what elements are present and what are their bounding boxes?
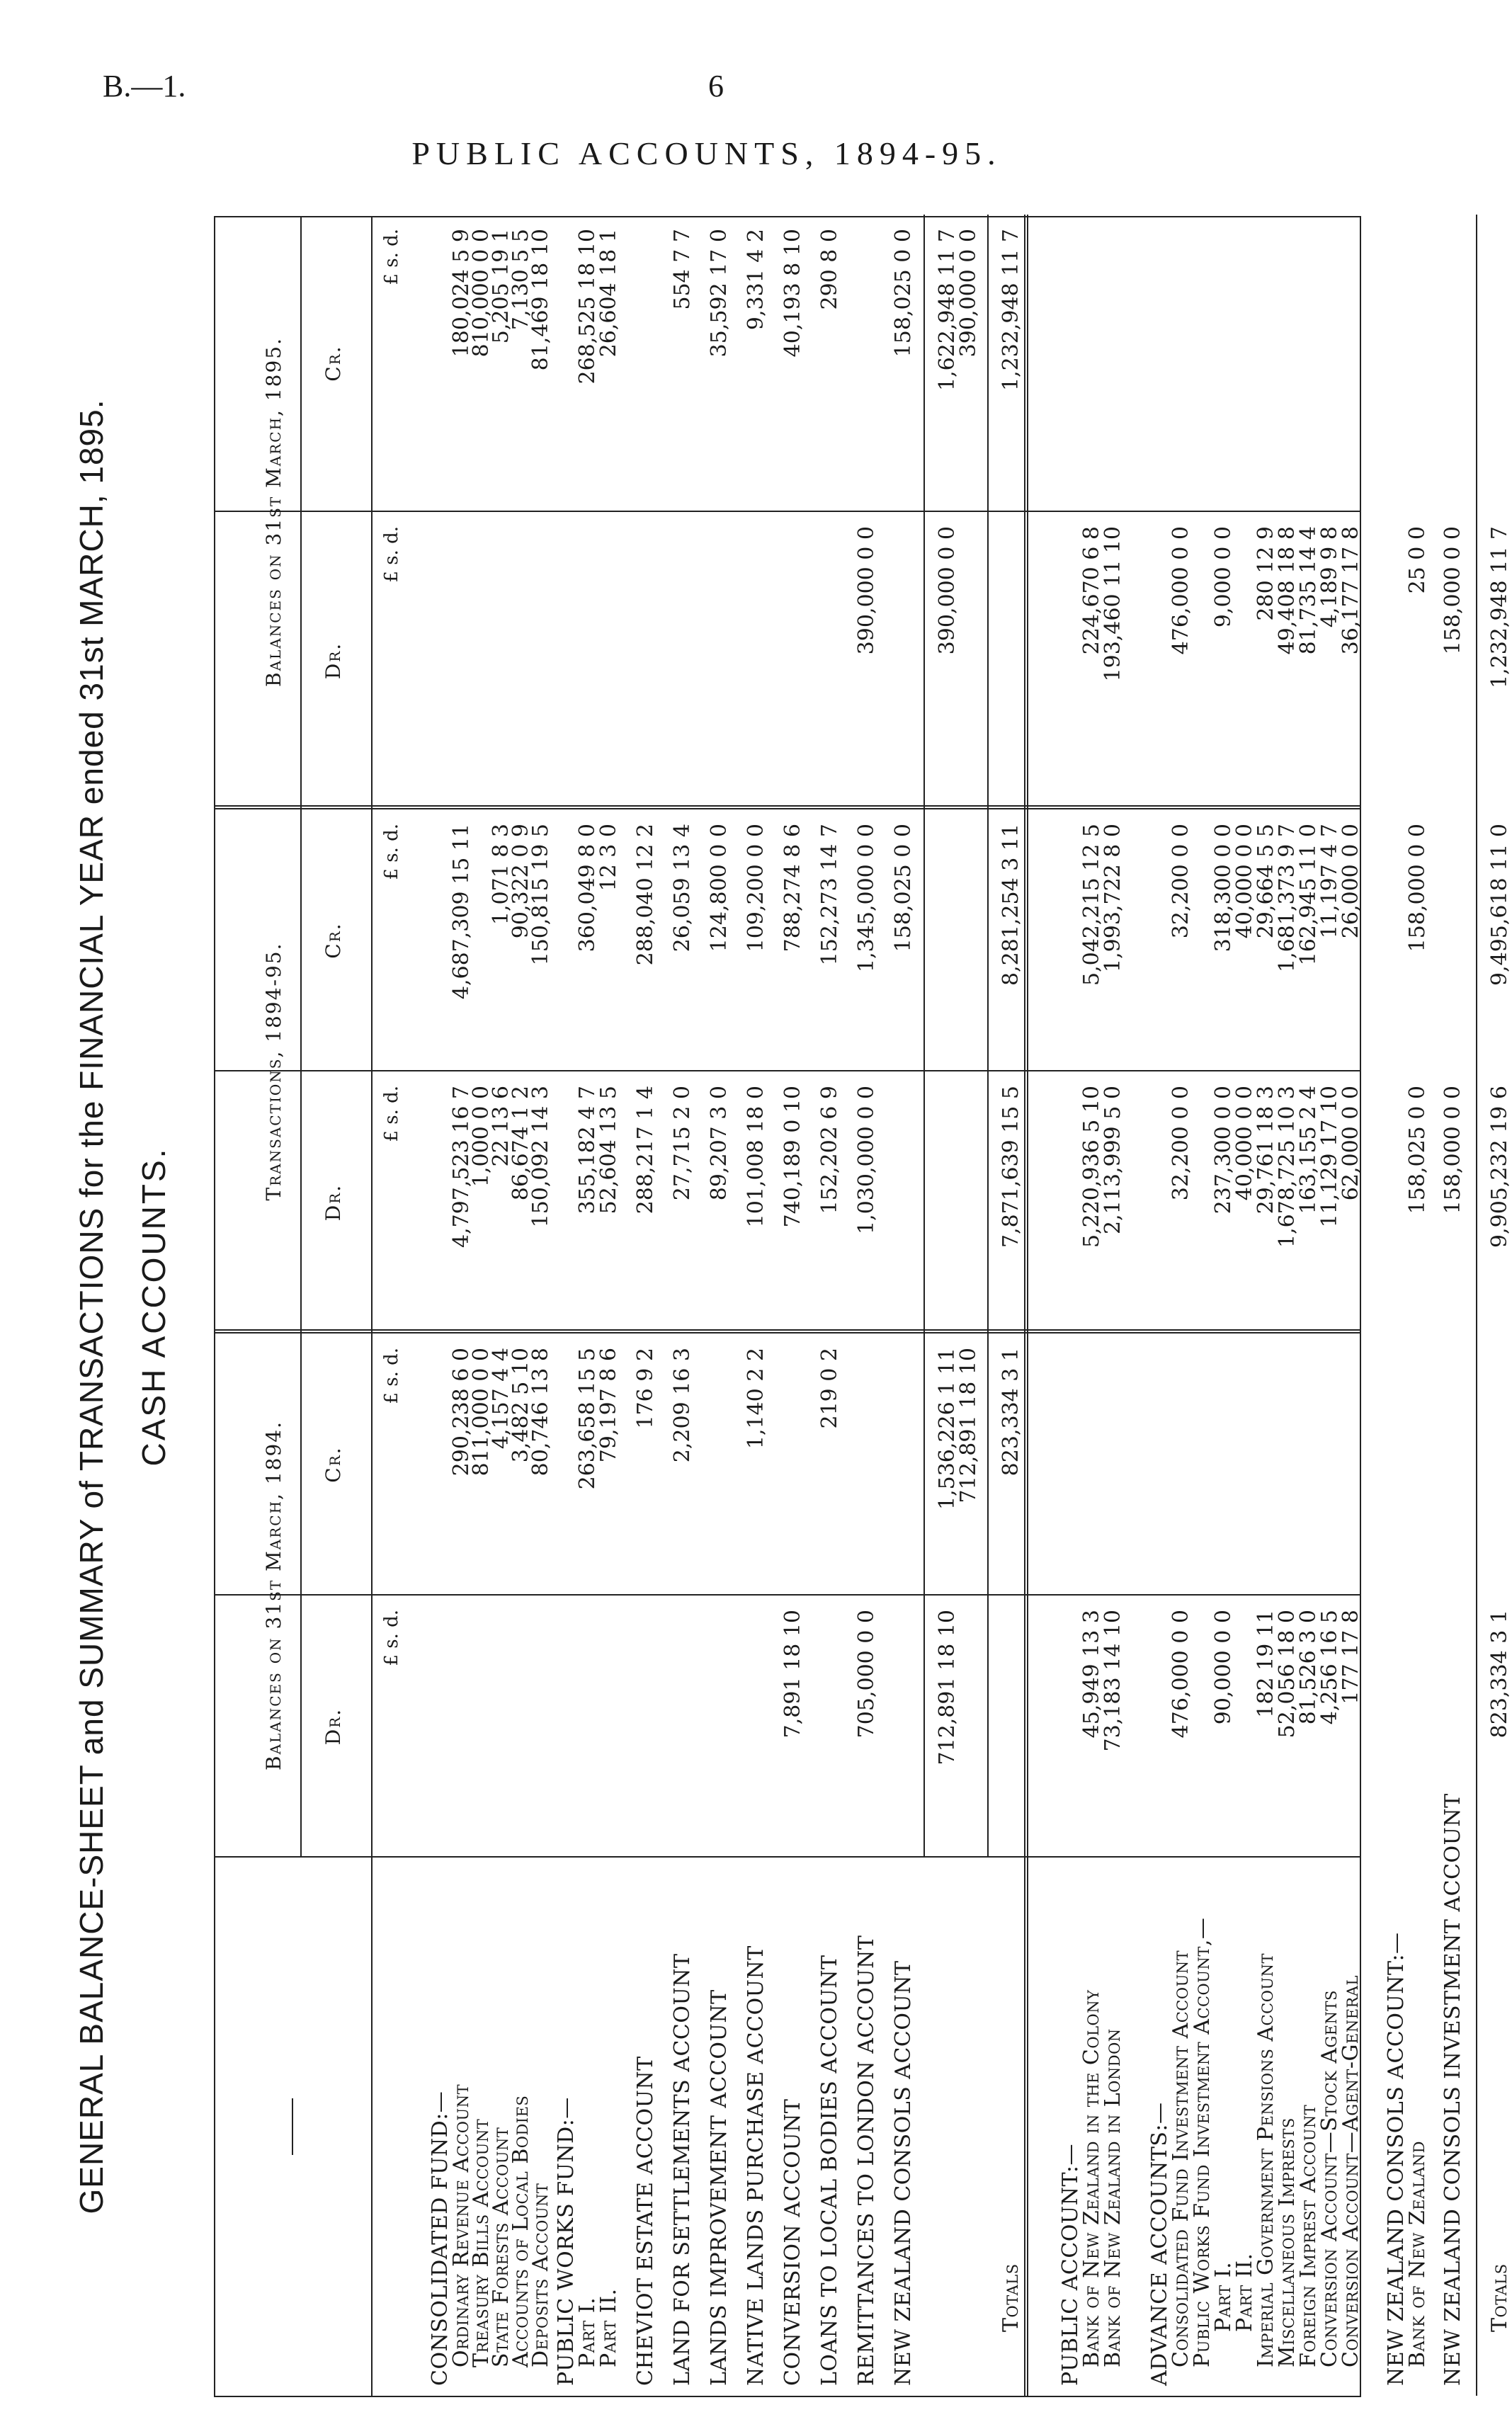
- cell-value: 158,025 0 0: [891, 824, 916, 952]
- cell-value: 182 19 11: [1254, 1610, 1278, 1718]
- row-label: Miscellaneous Imprests: [1275, 2117, 1300, 2367]
- row-label: LANDS IMPROVEMENT ACCOUNT: [707, 1989, 732, 2386]
- cell-value: 29,761 18 3: [1254, 1086, 1278, 1215]
- rule-label-end: [215, 1856, 1360, 1858]
- cell-value: 355,182 4 7: [575, 1086, 600, 1215]
- cell-value: 9,000 0 0: [1211, 526, 1236, 628]
- page-number: 6: [708, 69, 724, 103]
- total-rule: [987, 215, 989, 1858]
- row-label: Imperial Government Pensions Account: [1254, 1953, 1278, 2367]
- row-label: NATIVE LANDS PURCHASE ACCOUNT: [744, 1945, 768, 2386]
- cell-value: 476,000 0 0: [1169, 1610, 1193, 1739]
- col-dr-trans: Dr.: [322, 1183, 345, 1222]
- cell-value: 1,681,373 9 7: [1275, 824, 1300, 972]
- cell-value: 124,800 0 0: [707, 824, 732, 952]
- rule-group2: [215, 805, 1360, 809]
- cell-value: 811,000 0 0: [469, 1348, 494, 1477]
- row-label: CONVERSION ACCOUNT: [780, 2098, 805, 2386]
- cell-value: 90,000 0 0: [1211, 1610, 1236, 1725]
- cell-value: 1,345,000 0 0: [854, 824, 879, 972]
- cell-value: 150,815 19 5: [528, 824, 553, 966]
- cell-value: 152,273 14 7: [817, 824, 842, 966]
- group-balances-1895: Balances on 31st March, 1895.: [262, 337, 285, 687]
- cell-value: 290,238 6 0: [449, 1348, 474, 1477]
- row-label: Ordinary Revenue Account: [449, 2083, 474, 2367]
- row-label: Bank of New Zealand in the Colony: [1079, 1989, 1104, 2367]
- row-label: Part I.: [575, 2297, 600, 2367]
- cell-value: 810,000 0 0: [469, 229, 494, 358]
- col-cr-1894: Cr.: [322, 1446, 345, 1483]
- units-dr-1894: £ s. d.: [381, 1610, 402, 1666]
- cell-value: 823,334 3 1: [1487, 1610, 1512, 1739]
- cell-value: 1,622,948 11 7: [935, 229, 960, 392]
- cell-value: 12 3 0: [596, 824, 621, 892]
- row-label: CHEVIOT ESTATE ACCOUNT: [633, 2056, 658, 2386]
- cell-value: 11,197 4 7: [1317, 824, 1342, 939]
- totals-label: Totals: [999, 2263, 1023, 2332]
- cell-value: 45,949 13 3: [1079, 1610, 1104, 1739]
- cell-value: 268,525 18 10: [575, 229, 600, 385]
- cell-value: 29,664 5 5: [1254, 824, 1278, 939]
- cell-value: 3,482 5 10: [508, 1348, 533, 1463]
- cell-value: 4,797,523 16 7: [449, 1086, 474, 1249]
- cell-value: 263,658 15 5: [575, 1348, 600, 1490]
- units-cr-trans: £ s. d.: [381, 824, 402, 880]
- cell-value: 1,678,725 10 3: [1275, 1086, 1300, 1249]
- total-rule: [1476, 215, 1477, 2396]
- row-label: PUBLIC WORKS FUND:—: [554, 2097, 579, 2386]
- cell-value: 1,232,948 11 7: [999, 229, 1023, 392]
- cell-value: 290 8 0: [817, 229, 842, 310]
- cell-value: 180,024 5 9: [449, 229, 474, 358]
- cell-value: 11,129 17 10: [1317, 1086, 1342, 1228]
- cell-value: 9,331 4 2: [744, 229, 768, 331]
- row-label: Accounts of Local Bodies: [508, 2095, 533, 2367]
- cell-value: 788,274 8 6: [780, 824, 805, 952]
- total-rule: [1024, 215, 1028, 2396]
- row-label: Consolidated Fund Investment Account: [1169, 1950, 1193, 2367]
- cell-value: 9,905,232 19 6: [1487, 1086, 1512, 1249]
- cash-accounts-table: [214, 216, 1512, 2397]
- cell-value: 40,000 0 0: [1232, 1086, 1257, 1201]
- cell-value: 158,025 0 0: [1405, 1086, 1430, 1215]
- cell-value: 5,220,936 5 10: [1079, 1086, 1104, 1249]
- row-label: Conversion Account—Stock Agents: [1317, 1990, 1342, 2367]
- row-label: Deposits Account: [528, 2183, 553, 2367]
- rule-tr-dr: [215, 1070, 1360, 1071]
- cell-value: 1,030,000 0 0: [854, 1086, 879, 1234]
- column-header-rule: [371, 217, 373, 2396]
- cell-value: 22 13 6: [489, 1086, 513, 1167]
- cell-value: 288,040 12 2: [633, 824, 658, 966]
- cell-value: 81,526 3 0: [1296, 1610, 1321, 1725]
- cell-value: 32,200 0 0: [1169, 824, 1193, 939]
- cell-value: 109,200 0 0: [744, 824, 768, 952]
- cell-value: 80,746 13 8: [528, 1348, 553, 1477]
- row-label: ADVANCE ACCOUNTS:—: [1147, 2102, 1172, 2386]
- cell-value: 52,056 18 0: [1275, 1610, 1300, 1739]
- cell-value: 62,000 0 0: [1338, 1086, 1363, 1201]
- rule-dr95: [215, 511, 1360, 512]
- cell-value: 554 7 7: [670, 229, 695, 310]
- cell-value: 158,000 0 0: [1440, 1086, 1465, 1215]
- cell-value: 49,408 18 8: [1275, 526, 1300, 655]
- cell-value: 26,059 13 4: [670, 824, 695, 952]
- cell-value: 89,207 3 0: [707, 1086, 732, 1201]
- group-balances-1894: Balances on 31st March, 1894.: [262, 1421, 285, 1770]
- cell-value: 705,000 0 0: [854, 1610, 879, 1739]
- cell-value: 40,193 8 10: [780, 229, 805, 358]
- cell-value: 81,735 14 4: [1296, 526, 1321, 655]
- cell-value: 35,592 17 0: [707, 229, 732, 358]
- rule-dr94: [215, 1594, 1360, 1596]
- cell-value: 1,140 2 2: [744, 1348, 768, 1450]
- cell-value: 8,281,254 3 11: [999, 824, 1023, 986]
- units-dr-trans: £ s. d.: [381, 1086, 402, 1142]
- cell-value: 740,189 0 10: [780, 1086, 805, 1228]
- col-dr-1895: Dr.: [322, 642, 345, 680]
- cell-value: 86,674 1 2: [508, 1086, 533, 1201]
- row-label: CONSOLIDATED FUND:—: [428, 2091, 453, 2386]
- cell-value: 176 9 2: [633, 1348, 658, 1429]
- col-cr-trans: Cr.: [322, 922, 345, 959]
- cell-value: 163,155 2 4: [1296, 1086, 1321, 1215]
- cell-value: 823,334 3 1: [999, 1348, 1023, 1477]
- totals-label: Totals: [1487, 2263, 1512, 2332]
- cell-value: 1,993,722 8 0: [1101, 824, 1125, 972]
- cell-value: 2,209 16 3: [670, 1348, 695, 1463]
- cell-value: 219 0 2: [817, 1348, 842, 1429]
- cell-value: 158,000 0 0: [1405, 824, 1430, 952]
- col-cr-1895: Cr.: [322, 345, 345, 382]
- group-header-rule: [300, 217, 302, 1858]
- cell-value: 1,536,226 1 11: [935, 1348, 960, 1511]
- row-label: LOANS TO LOCAL BODIES ACCOUNT: [817, 1955, 842, 2386]
- row-label: Foreign Imprest Account: [1296, 2104, 1321, 2367]
- total-rule: [923, 215, 925, 1858]
- cell-value: 2,113,999 5 0: [1101, 1086, 1125, 1234]
- cell-value: 237,300 0 0: [1211, 1086, 1236, 1215]
- cell-value: 25 0 0: [1405, 526, 1430, 594]
- row-label: Part I.: [1211, 2261, 1236, 2332]
- cell-value: 5,205 19 1: [489, 229, 513, 344]
- cell-value: 712,891 18 10: [935, 1610, 960, 1765]
- cell-value: 1,232,948 11 7: [1487, 526, 1512, 689]
- row-label: Bank of New Zealand: [1405, 2141, 1430, 2367]
- cell-value: 158,025 0 0: [891, 229, 916, 358]
- row-label: Conversion Account—Agent-General: [1338, 1975, 1363, 2367]
- cell-value: 90,322 0 9: [508, 824, 533, 939]
- rotated-balance-sheet: [58, 216, 1512, 2397]
- row-label: REMITTANCES TO LONDON ACCOUNT: [854, 1935, 879, 2386]
- sheet-subtitle: CASH ACCOUNTS.: [135, 1147, 172, 1467]
- cell-value: 318,300 0 0: [1211, 824, 1236, 952]
- cell-value: 7,130 5 5: [508, 229, 533, 331]
- cell-value: 390,000 0 0: [935, 526, 960, 655]
- cell-value: 79,197 8 6: [596, 1348, 621, 1463]
- cell-value: 360,049 8 0: [575, 824, 600, 952]
- row-label: NEW ZEALAND CONSOLS ACCOUNT: [891, 1960, 916, 2386]
- row-label: NEW ZEALAND CONSOLS ACCOUNT:—: [1384, 1932, 1409, 2386]
- cell-value: 101,008 18 0: [744, 1086, 768, 1228]
- cell-value: 224,670 6 8: [1079, 526, 1104, 655]
- cell-value: 1,071 8 3: [489, 824, 513, 926]
- cell-value: 52,604 13 5: [596, 1086, 621, 1215]
- rule-group1: [215, 1329, 1360, 1333]
- group-transactions: Transactions, 1894-95.: [262, 942, 285, 1201]
- cell-value: 5,042,215 12 5: [1079, 824, 1104, 986]
- cell-value: 7,871,639 15 5: [999, 1086, 1023, 1249]
- cell-value: 36,177 17 8: [1338, 526, 1363, 655]
- cell-value: 152,202 6 9: [817, 1086, 842, 1215]
- document-reference: B.—1.: [103, 69, 186, 103]
- cell-value: 476,000 0 0: [1169, 526, 1193, 655]
- row-label: NEW ZEALAND CONSOLS INVESTMENT ACCOUNT: [1440, 1793, 1465, 2386]
- cell-value: 4,687,309 15 11: [449, 824, 474, 1000]
- row-label: PUBLIC ACCOUNT:—: [1058, 2144, 1083, 2386]
- cell-value: 27,715 2 0: [670, 1086, 695, 1201]
- cell-value: 712,891 18 10: [956, 1348, 981, 1503]
- cell-value: 4,189 9 8: [1317, 526, 1342, 628]
- label-column-dash: [292, 2098, 293, 2155]
- cell-value: 32,200 0 0: [1169, 1086, 1193, 1201]
- col-dr-1894: Dr.: [322, 1707, 345, 1746]
- cell-value: 26,000 0 0: [1338, 824, 1363, 939]
- cell-value: 4,157 4 4: [489, 1348, 513, 1450]
- row-label: Bank of New Zealand in London: [1101, 2028, 1125, 2367]
- row-label: Part II.: [1232, 2253, 1257, 2332]
- cell-value: 390,000 0 0: [854, 526, 879, 655]
- cell-value: 177 17 8: [1338, 1610, 1363, 1705]
- row-label: LAND FOR SETTLEMENTS ACCOUNT: [670, 1953, 695, 2386]
- cell-value: 162,945 11 0: [1296, 824, 1321, 966]
- cell-value: 40,000 0 0: [1232, 824, 1257, 939]
- row-label: State Forests Account: [489, 2127, 513, 2367]
- cell-value: 193,460 11 10: [1101, 526, 1125, 682]
- row-label: Public Works Fund Investment Account,—: [1190, 1917, 1215, 2367]
- cell-value: 81,469 18 10: [528, 229, 553, 371]
- cell-value: 390,000 0 0: [956, 229, 981, 358]
- cell-value: 288,217 1 4: [633, 1086, 658, 1215]
- cell-value: 7,891 18 10: [780, 1610, 805, 1739]
- cell-value: 73,183 14 10: [1101, 1610, 1125, 1752]
- cell-value: 158,000 0 0: [1440, 526, 1465, 655]
- units-dr-1895: £ s. d.: [381, 526, 402, 583]
- units-cr-1894: £ s. d.: [381, 1348, 402, 1404]
- sheet-title: GENERAL BALANCE-SHEET and SUMMARY of TRANSACTIONS for the FINANCIAL YEAR ended 31st MARCH, 1895.: [73, 399, 110, 2214]
- row-label: Treasury Bills Account: [469, 2118, 494, 2367]
- cell-value: 26,604 18 1: [596, 229, 621, 358]
- running-title: PUBLIC ACCOUNTS, 1894-95.: [411, 135, 1002, 171]
- cell-value: 1,000 0 0: [469, 1086, 494, 1188]
- row-label: Part II.: [596, 2288, 621, 2367]
- cell-value: 4,256 16 5: [1317, 1610, 1342, 1725]
- units-cr-1895: £ s. d.: [381, 229, 402, 285]
- cell-value: 9,495,618 11 0: [1487, 824, 1512, 986]
- cell-value: 150,092 14 3: [528, 1086, 553, 1228]
- cell-value: 280 12 9: [1254, 526, 1278, 621]
